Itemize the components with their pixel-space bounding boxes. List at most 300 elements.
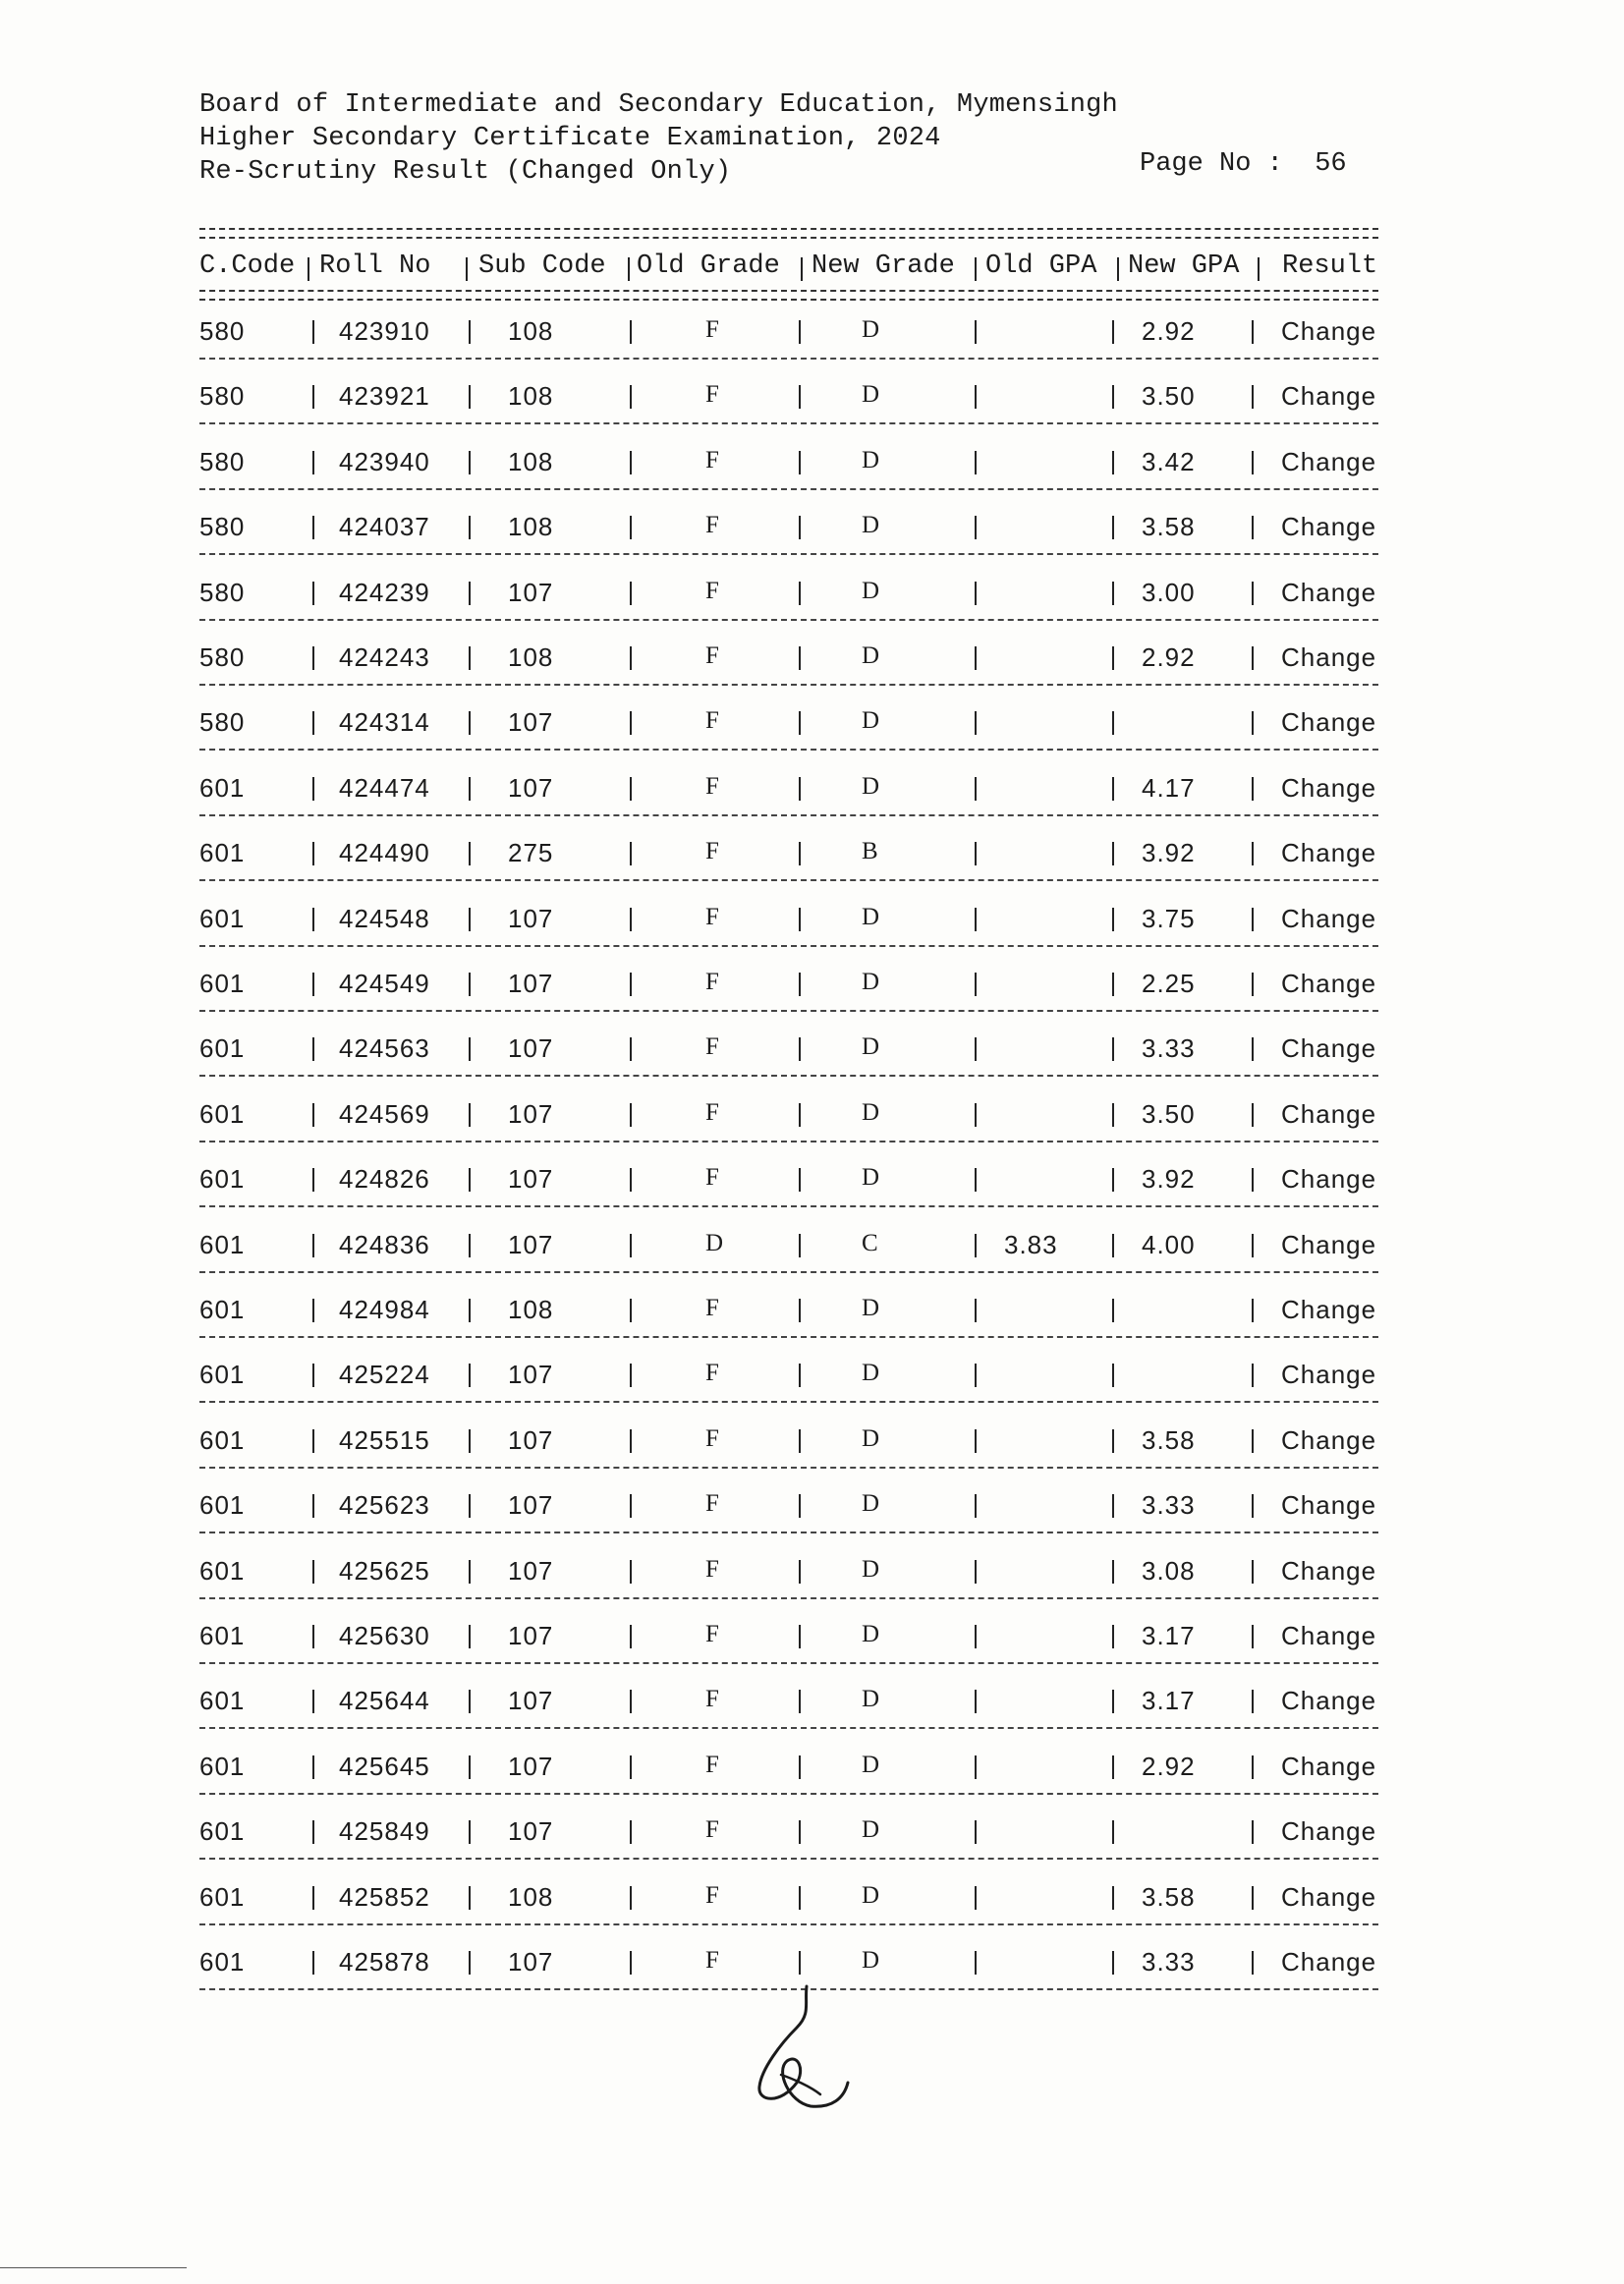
cell-result: Change (1281, 1033, 1377, 1064)
cell-ccode: 601 (199, 1555, 246, 1586)
cell-old-grade: F (705, 642, 719, 669)
column-divider (975, 777, 977, 801)
column-divider (312, 908, 314, 931)
column-divider (799, 711, 801, 735)
column-divider (799, 1951, 801, 1975)
column-divider (312, 385, 314, 409)
row-divider (199, 1141, 1378, 1142)
column-divider (799, 320, 801, 344)
column-divider (630, 1037, 632, 1061)
column-divider (312, 1755, 314, 1779)
col-sub: Sub Code (478, 251, 606, 281)
cell-sub-code: 108 (508, 381, 554, 412)
cell-sub-code: 107 (508, 1360, 554, 1390)
column-divider (312, 320, 314, 344)
column-divider (469, 1364, 471, 1387)
column-divider (630, 1234, 632, 1257)
cell-new-grade: D (862, 1033, 880, 1061)
column-divider (469, 1234, 471, 1257)
column-divider (312, 1234, 314, 1257)
cell-sub-code: 107 (508, 903, 554, 933)
column-divider (630, 646, 632, 670)
column-divider (1112, 646, 1114, 670)
column-divider (975, 908, 977, 931)
cell-result: Change (1281, 969, 1377, 998)
column-divider (312, 1820, 314, 1844)
column-divider (975, 1037, 977, 1061)
cell-new-gpa: 4.17 (1142, 772, 1196, 803)
row-divider (199, 1532, 1378, 1533)
column-divider (630, 908, 632, 931)
header-rule-top (199, 228, 1378, 239)
column-divider (799, 1364, 801, 1387)
column-divider (975, 1625, 977, 1648)
cell-roll: 425644 (339, 1686, 430, 1716)
column-divider (799, 1560, 801, 1584)
column-divider (312, 1494, 314, 1518)
column-divider (1252, 1494, 1254, 1518)
cell-new-gpa: 3.58 (1142, 512, 1196, 542)
column-divider (975, 516, 977, 539)
row-divider (199, 1597, 1378, 1599)
cell-old-grade: F (705, 512, 719, 539)
cell-new-gpa: 3.92 (1142, 838, 1196, 868)
column-divider (799, 1168, 801, 1192)
cell-sub-code: 107 (508, 1229, 554, 1259)
col-result: Result (1282, 251, 1378, 281)
cell-result: Change (1281, 1360, 1377, 1390)
cell-roll: 424490 (339, 838, 430, 868)
column-divider (1252, 1625, 1254, 1648)
cell-roll: 424563 (339, 1033, 430, 1064)
cell-new-gpa: 3.33 (1142, 1033, 1196, 1064)
cell-roll: 425623 (339, 1490, 430, 1521)
cell-new-grade: D (862, 1424, 880, 1452)
cell-new-grade: D (862, 707, 880, 735)
cell-roll: 425625 (339, 1555, 430, 1586)
column-divider (1252, 1755, 1254, 1779)
column-divider (469, 1037, 471, 1061)
column-divider (1252, 516, 1254, 539)
column-divider (1112, 1429, 1114, 1453)
cell-result: Change (1281, 1229, 1377, 1259)
column-divider (1252, 1560, 1254, 1584)
cell-new-gpa: 2.92 (1142, 1751, 1196, 1781)
column-divider (469, 320, 471, 344)
column-divider (312, 1690, 314, 1713)
column-divider (469, 451, 471, 474)
cell-old-grade: F (705, 1947, 719, 1974)
header-divider (308, 257, 309, 281)
cell-ccode: 601 (199, 772, 246, 803)
column-divider (799, 1820, 801, 1844)
column-divider (1112, 1690, 1114, 1713)
column-divider (799, 1234, 801, 1257)
cell-result: Change (1281, 316, 1377, 346)
cell-new-gpa: 3.92 (1142, 1164, 1196, 1195)
cell-old-grade: D (705, 1229, 724, 1256)
column-divider (799, 1494, 801, 1518)
column-divider (1112, 1820, 1114, 1844)
cell-result: Change (1281, 1098, 1377, 1129)
cell-result: Change (1281, 1490, 1377, 1521)
cell-ccode: 601 (199, 838, 246, 868)
column-divider (1112, 451, 1114, 474)
column-divider (630, 1299, 632, 1322)
column-divider (1112, 777, 1114, 801)
column-divider (1252, 777, 1254, 801)
column-divider (799, 908, 801, 931)
row-divider (199, 684, 1378, 686)
column-divider (469, 582, 471, 605)
cell-new-grade: D (862, 1947, 880, 1974)
cell-sub-code: 108 (508, 316, 554, 346)
cell-result: Change (1281, 1424, 1377, 1455)
column-divider (1252, 646, 1254, 670)
column-divider (1112, 1037, 1114, 1061)
cell-ccode: 601 (199, 1360, 246, 1390)
column-divider (312, 1299, 314, 1322)
column-divider (469, 1560, 471, 1584)
row-divider (199, 1467, 1378, 1469)
cell-ccode: 601 (199, 1295, 246, 1324)
column-divider (469, 1429, 471, 1453)
cell-result: Change (1281, 446, 1377, 476)
column-divider (975, 1103, 977, 1127)
cell-sub-code: 107 (508, 1947, 554, 1977)
cell-new-gpa: 3.17 (1142, 1686, 1196, 1716)
cell-new-grade: D (862, 381, 880, 409)
column-divider (975, 1560, 977, 1584)
cell-result: Change (1281, 1621, 1377, 1650)
column-divider (469, 1886, 471, 1910)
cell-result: Change (1281, 577, 1377, 607)
row-divider (199, 1662, 1378, 1664)
cell-new-grade: D (862, 446, 880, 474)
column-divider (975, 385, 977, 409)
cell-sub-code: 107 (508, 1098, 554, 1129)
column-divider (630, 385, 632, 409)
cell-roll: 424474 (339, 772, 430, 803)
exam-title: Higher Secondary Certificate Examination, 2024 (199, 124, 941, 153)
cell-old-grade: F (705, 1164, 719, 1192)
column-divider (312, 777, 314, 801)
column-divider (630, 711, 632, 735)
cell-roll: 424239 (339, 577, 430, 607)
cell-roll: 425849 (339, 1816, 430, 1847)
column-divider (469, 646, 471, 670)
column-divider (469, 842, 471, 865)
column-divider (630, 1820, 632, 1844)
column-divider (975, 1690, 977, 1713)
cell-old-grade: F (705, 1098, 719, 1126)
column-divider (799, 1755, 801, 1779)
cell-ccode: 601 (199, 969, 246, 998)
cell-roll: 424037 (339, 512, 430, 542)
column-divider (1252, 1299, 1254, 1322)
cell-new-grade: D (862, 316, 880, 343)
column-divider (630, 1168, 632, 1192)
cell-ccode: 580 (199, 577, 246, 607)
col-new-gpa: New GPA (1128, 251, 1240, 281)
cell-new-gpa: 3.08 (1142, 1555, 1196, 1586)
row-divider (199, 1271, 1378, 1273)
cell-sub-code: 107 (508, 1621, 554, 1650)
column-divider (799, 973, 801, 996)
column-divider (312, 516, 314, 539)
column-divider (1112, 582, 1114, 605)
column-divider (1112, 908, 1114, 931)
column-divider (975, 1234, 977, 1257)
cell-new-grade: D (862, 1360, 880, 1387)
column-divider (469, 1690, 471, 1713)
column-divider (799, 1103, 801, 1127)
column-divider (975, 1951, 977, 1975)
cell-roll: 423940 (339, 446, 430, 476)
cell-roll: 425630 (339, 1621, 430, 1650)
header-divider (975, 257, 977, 281)
cell-new-grade: D (862, 577, 880, 604)
column-divider (1252, 1690, 1254, 1713)
header-rule-bottom (199, 290, 1378, 301)
column-divider (1252, 1429, 1254, 1453)
column-divider (975, 1755, 977, 1779)
column-divider (630, 1886, 632, 1910)
column-divider (1252, 451, 1254, 474)
row-divider (199, 814, 1378, 816)
column-divider (1252, 711, 1254, 735)
cell-ccode: 580 (199, 381, 246, 412)
cell-new-grade: D (862, 969, 880, 995)
column-divider (469, 1755, 471, 1779)
cell-new-grade: D (862, 642, 880, 669)
column-divider (1252, 1234, 1254, 1257)
column-divider (630, 1103, 632, 1127)
cell-roll: 423921 (339, 381, 430, 412)
row-divider (199, 1858, 1378, 1860)
column-divider (1112, 1560, 1114, 1584)
cell-result: Change (1281, 1686, 1377, 1716)
scan-edge-mark (0, 2267, 187, 2268)
column-divider (312, 973, 314, 996)
cell-old-grade: F (705, 1816, 719, 1844)
row-divider (199, 1205, 1378, 1207)
header-divider (1258, 257, 1260, 281)
cell-sub-code: 107 (508, 772, 554, 803)
signature-icon (742, 1984, 879, 2132)
cell-new-gpa: 3.50 (1142, 1098, 1196, 1129)
cell-ccode: 601 (199, 1229, 246, 1259)
cell-new-grade: D (862, 903, 880, 930)
cell-roll: 425515 (339, 1424, 430, 1455)
column-divider (1112, 1494, 1114, 1518)
column-divider (312, 1103, 314, 1127)
column-divider (630, 1625, 632, 1648)
column-divider (975, 711, 977, 735)
cell-result: Change (1281, 1751, 1377, 1781)
cell-new-grade: D (862, 1490, 880, 1518)
cell-old-grade: F (705, 969, 719, 995)
column-divider (975, 1299, 977, 1322)
cell-ccode: 580 (199, 512, 246, 542)
cell-result: Change (1281, 1816, 1377, 1847)
column-divider (1252, 1037, 1254, 1061)
cell-ccode: 601 (199, 1751, 246, 1781)
cell-old-grade: F (705, 316, 719, 343)
column-divider (312, 582, 314, 605)
cell-new-gpa: 3.75 (1142, 903, 1196, 933)
cell-ccode: 601 (199, 903, 246, 933)
cell-ccode: 580 (199, 446, 246, 476)
column-divider (799, 1625, 801, 1648)
cell-new-grade: D (862, 1881, 880, 1909)
header-divider (801, 257, 803, 281)
column-divider (975, 451, 977, 474)
row-divider (199, 1010, 1378, 1012)
column-divider (799, 646, 801, 670)
cell-new-gpa: 3.33 (1142, 1947, 1196, 1977)
cell-new-gpa: 3.58 (1142, 1881, 1196, 1912)
cell-sub-code: 108 (508, 1881, 554, 1912)
cell-ccode: 580 (199, 316, 246, 346)
row-divider (199, 553, 1378, 555)
cell-new-gpa: 3.00 (1142, 577, 1196, 607)
column-divider (975, 1429, 977, 1453)
cell-new-grade: D (862, 1686, 880, 1713)
cell-old-grade: F (705, 1881, 719, 1909)
board-title: Board of Intermediate and Secondary Education, Mymensingh (199, 90, 1118, 120)
result-subtitle: Re-Scrutiny Result (Changed Only) (199, 157, 732, 187)
cell-old-grade: F (705, 1033, 719, 1061)
cell-result: Change (1281, 707, 1377, 738)
column-divider (1112, 842, 1114, 865)
column-divider (312, 1168, 314, 1192)
cell-old-grade: F (705, 772, 719, 800)
column-divider (799, 777, 801, 801)
column-divider (469, 1299, 471, 1322)
column-divider (1112, 1234, 1114, 1257)
column-divider (630, 1494, 632, 1518)
cell-result: Change (1281, 1295, 1377, 1324)
row-divider (199, 1075, 1378, 1077)
cell-ccode: 601 (199, 1621, 246, 1650)
cell-roll: 423910 (339, 316, 430, 346)
column-divider (312, 451, 314, 474)
cell-roll: 424548 (339, 903, 430, 933)
cell-sub-code: 108 (508, 642, 554, 672)
cell-old-grade: F (705, 838, 719, 865)
cell-ccode: 601 (199, 1686, 246, 1716)
column-divider (630, 1690, 632, 1713)
column-divider (312, 1037, 314, 1061)
column-divider (630, 1951, 632, 1975)
cell-sub-code: 108 (508, 1295, 554, 1324)
page-number-label (1140, 149, 1347, 179)
cell-old-grade: F (705, 1621, 719, 1647)
column-divider (630, 451, 632, 474)
column-divider (1112, 385, 1114, 409)
column-divider (1252, 1820, 1254, 1844)
column-divider (1252, 1364, 1254, 1387)
cell-result: Change (1281, 1164, 1377, 1195)
column-divider (975, 320, 977, 344)
column-divider (312, 1364, 314, 1387)
cell-old-grade: F (705, 1555, 719, 1583)
cell-new-grade: C (862, 1229, 878, 1256)
cell-new-grade: D (862, 1751, 880, 1778)
column-divider (1252, 582, 1254, 605)
cell-roll: 424243 (339, 642, 430, 672)
cell-old-grade: F (705, 1360, 719, 1387)
header-divider (466, 257, 468, 281)
column-divider (975, 1820, 977, 1844)
cell-ccode: 580 (199, 642, 246, 672)
cell-new-grade: D (862, 512, 880, 539)
column-divider (799, 1037, 801, 1061)
page-number: 56 (1315, 149, 1347, 179)
cell-new-grade: D (862, 1295, 880, 1321)
cell-new-grade: B (862, 838, 878, 865)
cell-result: Change (1281, 381, 1377, 412)
row-divider (199, 1336, 1378, 1338)
cell-result: Change (1281, 512, 1377, 542)
row-divider (199, 422, 1378, 424)
cell-new-grade: D (862, 1816, 880, 1844)
column-divider (1112, 516, 1114, 539)
cell-ccode: 601 (199, 1033, 246, 1064)
column-divider (1252, 842, 1254, 865)
column-divider (975, 1886, 977, 1910)
cell-roll: 425852 (339, 1881, 430, 1912)
cell-ccode: 601 (199, 1164, 246, 1195)
cell-sub-code: 107 (508, 1164, 554, 1195)
row-divider (199, 1793, 1378, 1795)
cell-sub-code: 107 (508, 1751, 554, 1781)
column-divider (1252, 908, 1254, 931)
cell-result: Change (1281, 1947, 1377, 1977)
column-divider (975, 1364, 977, 1387)
cell-result: Change (1281, 642, 1377, 672)
cell-new-grade: D (862, 1164, 880, 1192)
cell-new-gpa: 3.42 (1142, 446, 1196, 476)
cell-new-grade: D (862, 1098, 880, 1126)
cell-roll: 424314 (339, 707, 430, 738)
column-divider (975, 646, 977, 670)
cell-ccode: 580 (199, 707, 246, 738)
row-divider (199, 1401, 1378, 1403)
column-divider (630, 973, 632, 996)
cell-new-gpa: 2.25 (1142, 969, 1196, 998)
column-divider (630, 1560, 632, 1584)
cell-old-grade: F (705, 1490, 719, 1518)
column-divider (1112, 1951, 1114, 1975)
column-divider (1112, 1755, 1114, 1779)
cell-old-grade: F (705, 1686, 719, 1713)
col-old-gpa: Old GPA (985, 251, 1097, 281)
row-divider (199, 1923, 1378, 1925)
column-divider (630, 516, 632, 539)
header-divider (1117, 257, 1119, 281)
column-divider (469, 711, 471, 735)
cell-sub-code: 108 (508, 446, 554, 476)
cell-ccode: 601 (199, 1424, 246, 1455)
col-old-grade: Old Grade (637, 251, 780, 281)
column-divider (469, 516, 471, 539)
cell-roll: 424569 (339, 1098, 430, 1129)
column-divider (975, 1168, 977, 1192)
row-divider (199, 879, 1378, 881)
cell-old-gpa: 3.83 (1004, 1229, 1058, 1259)
